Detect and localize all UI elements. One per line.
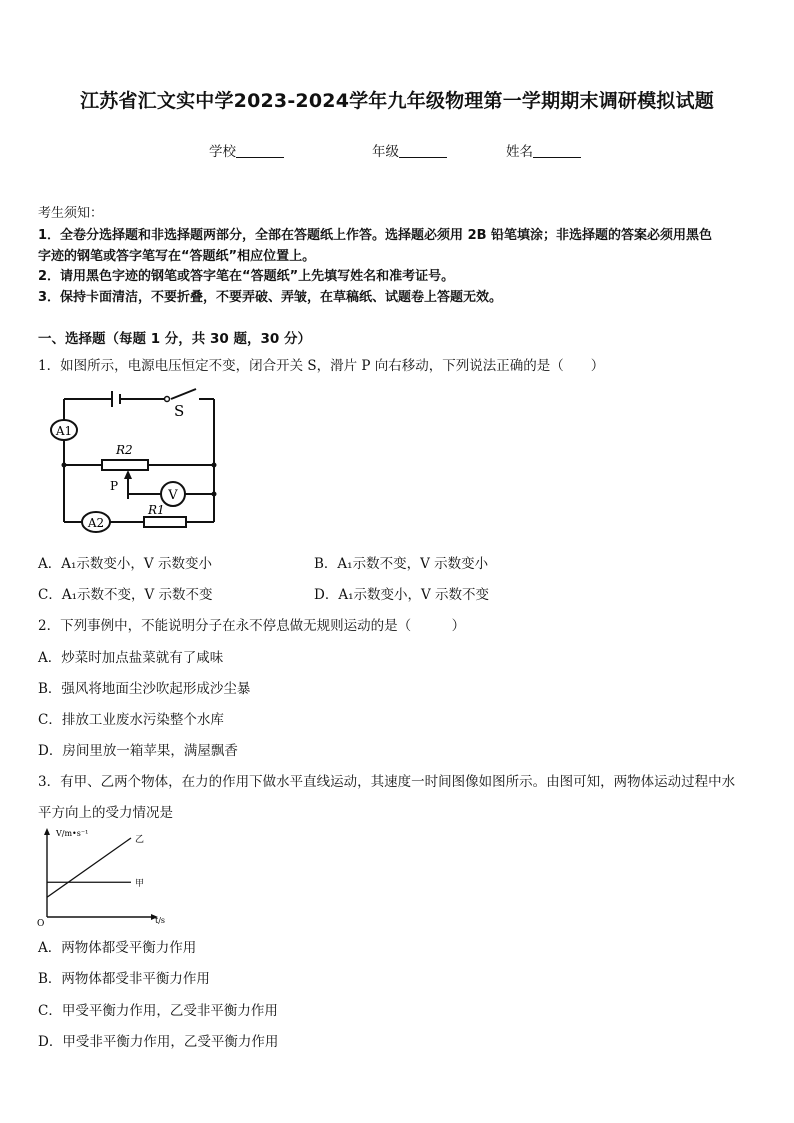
option-a[interactable]: A．两物体都受平衡力作用 [38, 940, 197, 956]
switch-contact [165, 397, 170, 402]
origin-label: O [37, 919, 45, 928]
school-field[interactable] [209, 140, 284, 160]
notice-item: 2．请用黑色字迹的钢笔或答字笔在“答题纸”上先填写姓名和准考证号。 [38, 269, 455, 284]
option-d[interactable]: D．甲受非平衡力作用，乙受平衡力作用 [38, 1034, 279, 1050]
notice-item: 1．全卷分选择题和非选择题两部分，全部在答题纸上作答。选择题必须用 2B 铅笔填涂；非选择题的答案必须用黑色 [38, 228, 713, 243]
option-c[interactable]: C．A₁示数不变，V 示数不变 [38, 587, 213, 603]
question-3-stem: 3．有甲、乙两个物体，在力的作用下做水平直线运动，其速度一时间图像如图所示。由图可知，两物体运动过程中水 [38, 774, 736, 790]
x-axis-label: t/s [155, 916, 166, 925]
section-heading: 一、选择题（每题 1 分，共 30 题，30 分） [38, 331, 311, 347]
series-line-2 [47, 838, 131, 897]
option-d[interactable]: D．房间里放一箱苹果，满屋飘香 [38, 743, 238, 759]
grade-blank[interactable] [399, 145, 447, 158]
option-b[interactable]: B．A₁示数不变，V 示数变小 [314, 556, 489, 572]
option-c[interactable]: C．甲受平衡力作用，乙受非平衡力作用 [38, 1003, 278, 1019]
notice-item: 3．保持卡面清洁，不要折叠，不要弄破、弄皱，在草稿纸、试题卷上答题无效。 [38, 290, 503, 305]
slider-arrow-icon [124, 470, 132, 479]
ammeter-a2-label: A2 [87, 516, 105, 530]
r2-label: R2 [116, 443, 133, 457]
option-b[interactable]: B．强风将地面尘沙吹起形成沙尘暴 [38, 681, 251, 697]
series-label-2: 乙 [135, 835, 145, 845]
y-axis-arrow-icon [44, 828, 50, 835]
ammeter-a1-label: A1 [55, 424, 73, 438]
option-b[interactable]: B．两物体都受非平衡力作用 [38, 971, 210, 987]
school-label: 学校 [209, 144, 236, 160]
series-label-1: 甲 [135, 879, 145, 890]
grade-field[interactable] [372, 140, 447, 160]
question-1-stem: 1．如图所示，电源电压恒定不变，闭合开关 S，滑片 P 向右移动，下列说法正确的是（ ） [38, 358, 605, 374]
voltmeter-label: V [168, 488, 178, 503]
y-axis-label: V/m•s⁻¹ [56, 829, 89, 838]
r1-label: R1 [148, 503, 165, 517]
circuit-diagram [44, 384, 224, 544]
school-blank[interactable] [236, 145, 284, 158]
r2-resistor [102, 460, 148, 470]
option-d[interactable]: D．A₁示数变小，V 示数不变 [314, 587, 490, 603]
switch-label: S [174, 402, 185, 420]
switch-blade [171, 389, 196, 399]
name-label: 姓名 [506, 144, 533, 160]
question-3-stem-cont: 平方向上的受力情况是 [38, 805, 173, 821]
notice-item: 字迹的钢笔或答字笔写在“答题纸”相应位置上。 [38, 249, 316, 264]
option-a[interactable]: A．炒菜时加点盐菜就有了咸味 [38, 650, 224, 666]
notice-heading: 考生须知： [38, 206, 104, 221]
grade-label: 年级 [372, 144, 399, 160]
option-c[interactable]: C．排放工业废水污染整个水库 [38, 712, 224, 728]
question-2-stem: 2．下列事例中，不能说明分子在永不停息做无规则运动的是（ ） [38, 618, 466, 634]
name-blank[interactable] [533, 145, 581, 158]
r1-resistor [144, 517, 186, 527]
vt-graph [34, 826, 174, 928]
option-a[interactable]: A．A₁示数变小，V 示数变小 [38, 556, 212, 572]
page-title: 江苏省汇文实中学2023-2024学年九年级物理第一学期期末调研模拟试题 [80, 90, 714, 112]
name-field[interactable] [506, 140, 581, 160]
slider-label: P [110, 479, 119, 493]
